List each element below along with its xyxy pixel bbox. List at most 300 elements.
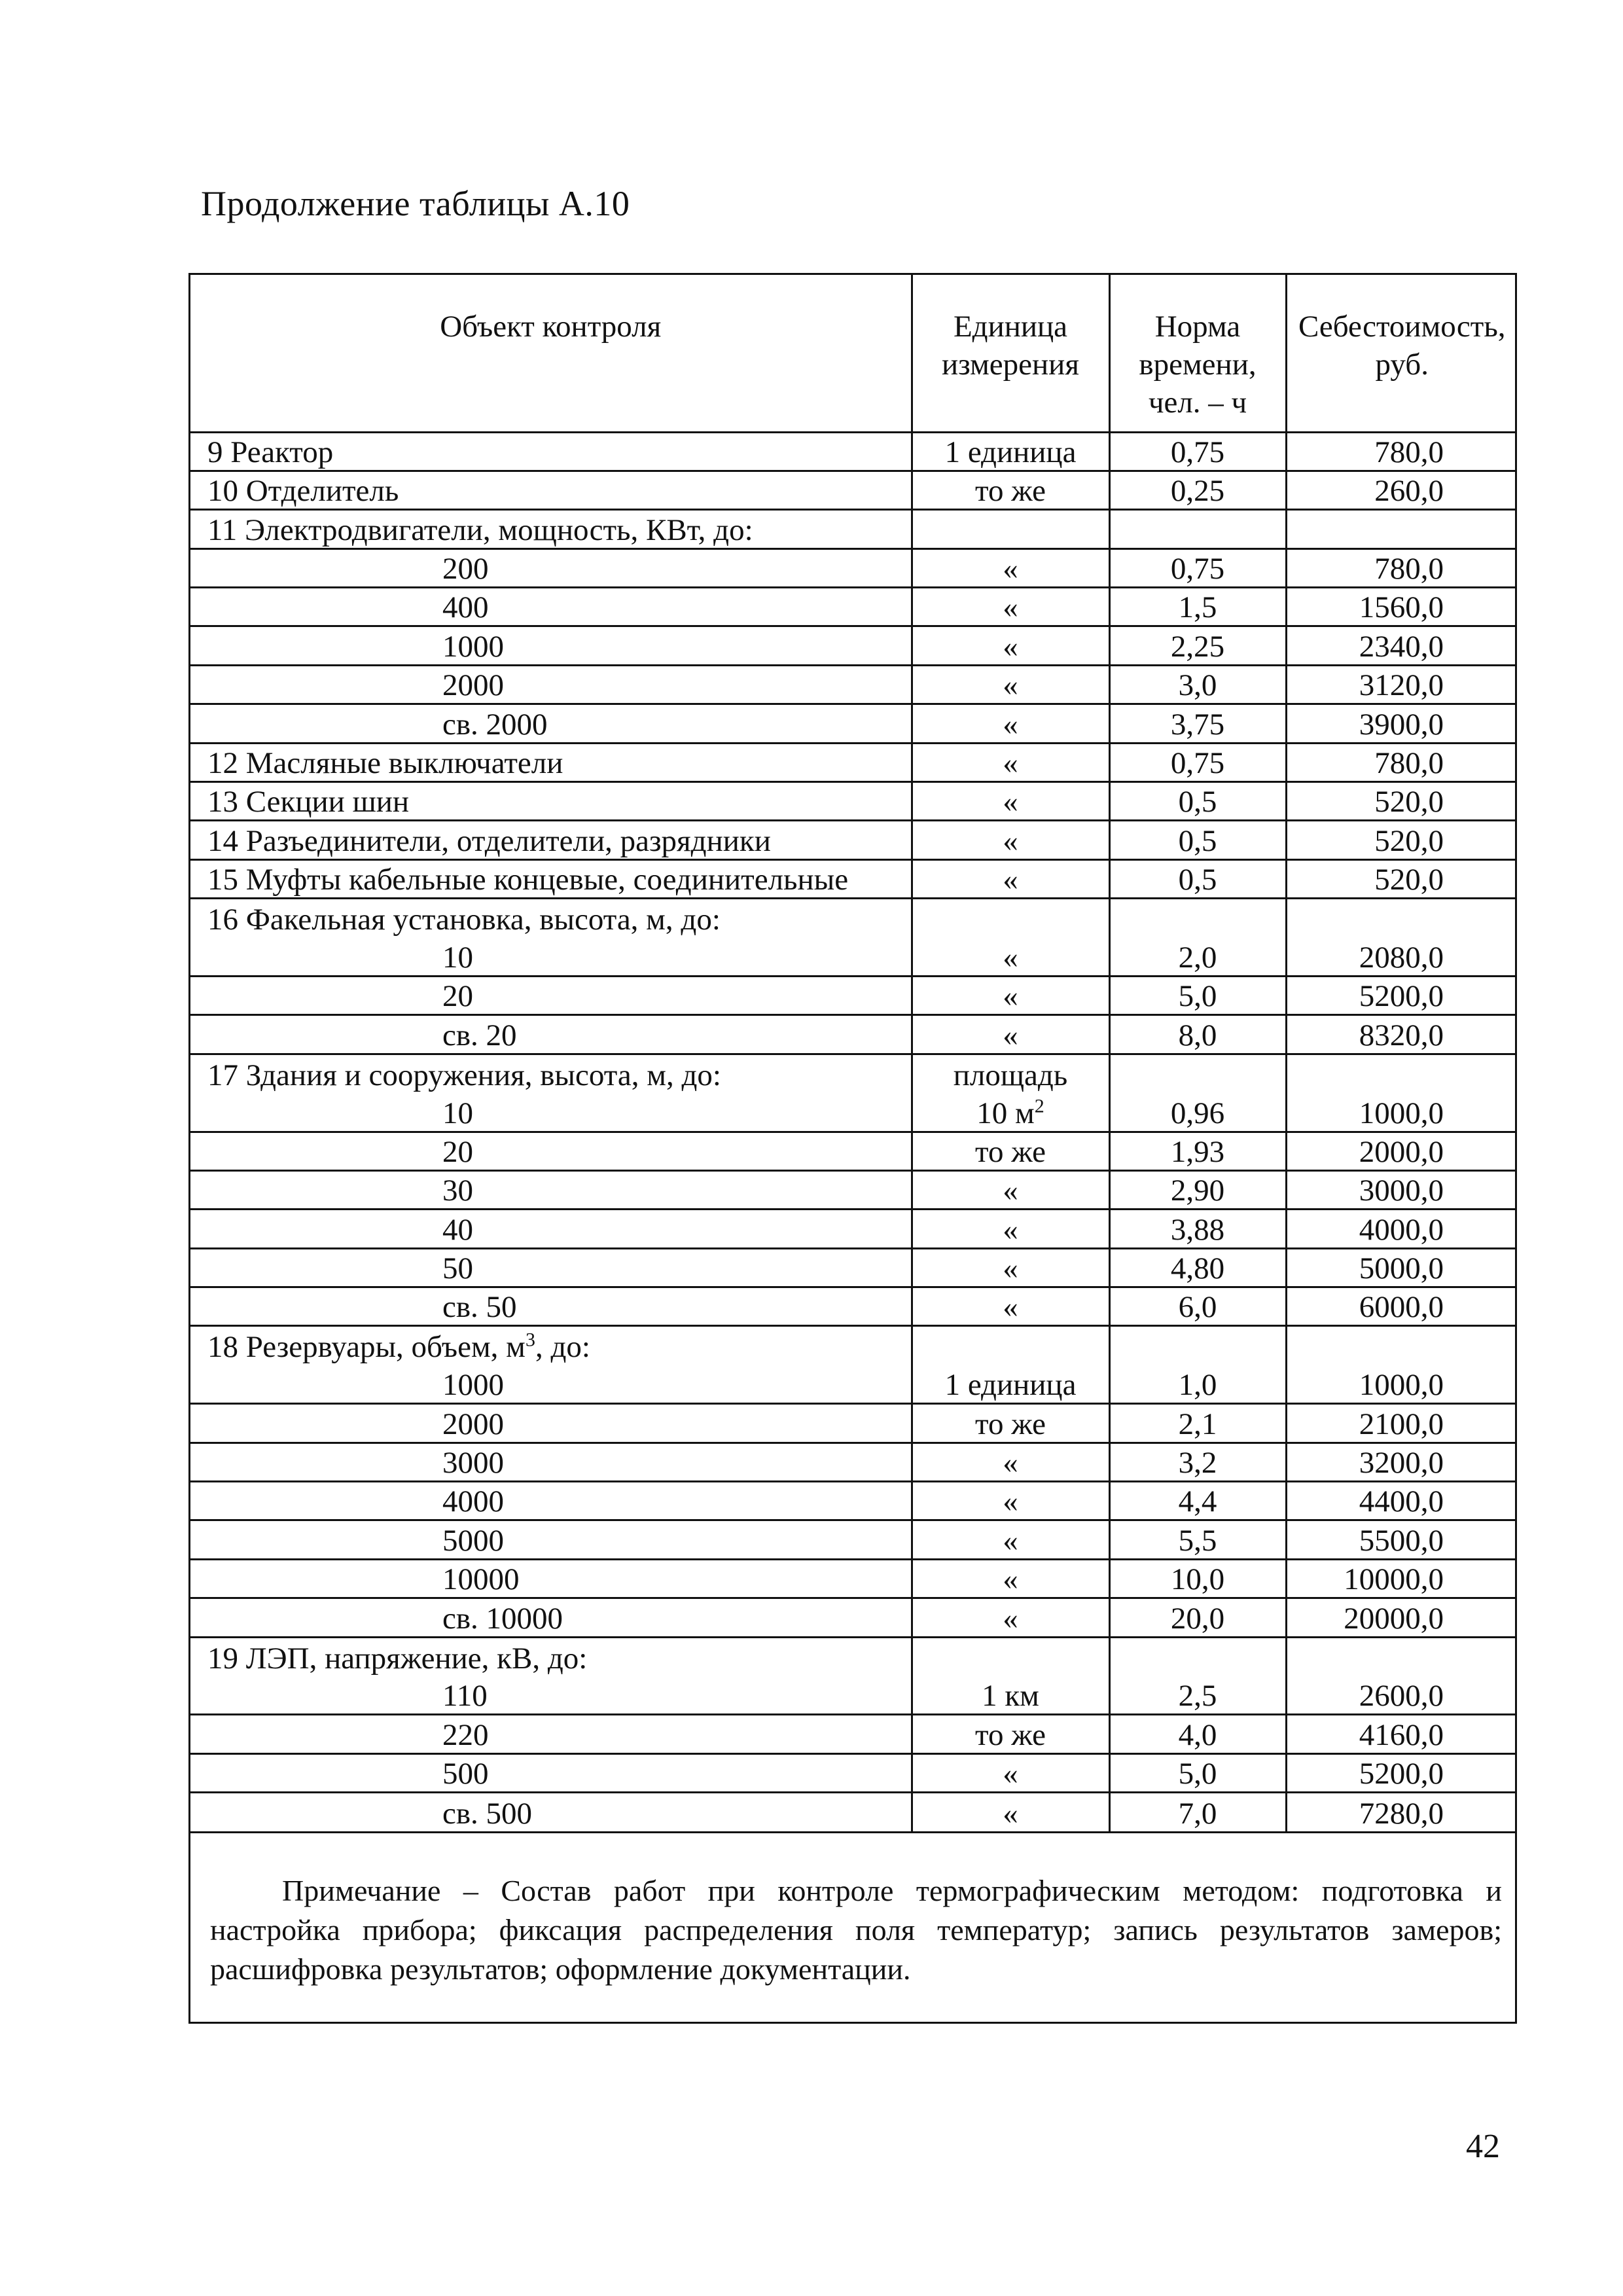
cell-object [190, 1753, 912, 1792]
cell-norm-text: 2,0 [1178, 940, 1217, 975]
table-row [190, 1559, 1517, 1598]
cell-cost [1286, 976, 1517, 1014]
cell-norm-text: 3,88 [1170, 1212, 1225, 1247]
cell-cost [1286, 588, 1517, 626]
cell-norm [1109, 1598, 1286, 1637]
header-unit-line1: Единица [953, 310, 1068, 344]
table-row [190, 588, 1517, 626]
table-row [190, 548, 1517, 587]
cell-cost [1286, 1443, 1517, 1481]
cell-cost-text: 4000,0 [1359, 1212, 1444, 1247]
cell-norm-text: 1,5 [1178, 590, 1217, 625]
cell-unit [912, 626, 1109, 665]
cell-norm [1109, 588, 1286, 626]
cell-object-text: 12 Масляные выключатели [207, 746, 563, 781]
cell-unit [912, 937, 1109, 976]
cell-norm-text: 3,0 [1178, 668, 1217, 703]
table-row [190, 1676, 1517, 1715]
cell-cost-text: 780,0 [1374, 746, 1444, 781]
cell-norm-text: 0,75 [1170, 552, 1225, 586]
cell-object [190, 1248, 912, 1287]
cell-norm [1109, 626, 1286, 665]
cell-object [190, 1170, 912, 1209]
cell-object [190, 1715, 912, 1753]
cell-unit-text: « [1003, 1174, 1018, 1208]
table-row [190, 432, 1517, 471]
cell-unit-text: 10 м [976, 1096, 1035, 1130]
cell-object-text: 17 Здания и сооружения, высота, м, до: [207, 1058, 721, 1092]
header-norm-line3: чел. – ч [1148, 386, 1247, 420]
table-row [190, 782, 1517, 821]
cell-unit [912, 1170, 1109, 1209]
cell-norm [1109, 899, 1286, 937]
cell-norm [1109, 1054, 1286, 1092]
cell-norm-text: 2,25 [1170, 629, 1225, 664]
cell-norm-text: 5,0 [1178, 1757, 1217, 1791]
cell-object-text: 3000 [442, 1446, 504, 1480]
cell-cost-text: 2000,0 [1359, 1134, 1444, 1169]
cell-object-text: 10 [442, 1096, 473, 1130]
cell-unit [912, 976, 1109, 1014]
cost-table [188, 273, 1517, 2024]
table-row [190, 1326, 1517, 1365]
cell-unit [912, 665, 1109, 704]
cell-norm-text: 4,80 [1170, 1251, 1225, 1286]
cell-norm [1109, 1326, 1286, 1365]
cell-cost [1286, 626, 1517, 665]
table-row [190, 1287, 1517, 1326]
cell-cost [1286, 1559, 1517, 1598]
cell-norm [1109, 1520, 1286, 1559]
cell-object-text: 13 Секции шин [207, 785, 410, 819]
table-row [190, 471, 1517, 509]
cell-unit-text: « [1003, 590, 1018, 625]
cell-cost [1286, 859, 1517, 898]
cell-unit [912, 782, 1109, 821]
cell-unit-text: « [1003, 1757, 1018, 1791]
cell-unit-text: « [1003, 746, 1018, 781]
table-row [190, 937, 1517, 976]
table-row [190, 1132, 1517, 1170]
cell-norm [1109, 1170, 1286, 1209]
cell-object [190, 899, 912, 937]
cell-cost-text: 260,0 [1374, 474, 1444, 509]
cell-unit [912, 899, 1109, 937]
cell-object-text: 2000 [442, 668, 504, 703]
table-row [190, 976, 1517, 1014]
table-row [190, 1054, 1517, 1092]
cell-unit-text: « [1003, 629, 1018, 664]
cell-object-text: св. 500 [442, 1797, 533, 1831]
cell-object [190, 1559, 912, 1598]
cell-cost-text: 520,0 [1374, 823, 1444, 858]
table-header-row [190, 275, 1517, 432]
cell-cost-text: 2100,0 [1359, 1407, 1444, 1441]
cell-cost-text: 5200,0 [1359, 979, 1444, 1014]
cell-unit-text: « [1003, 1484, 1018, 1519]
cell-norm [1109, 1132, 1286, 1170]
cell-unit [912, 548, 1109, 587]
cell-cost [1286, 665, 1517, 704]
cell-cost-text: 20000,0 [1344, 1601, 1444, 1636]
cell-norm-text: 20,0 [1170, 1601, 1225, 1636]
cell-object [190, 1443, 912, 1481]
cell-object-text: св. 10000 [442, 1601, 563, 1636]
cell-unit [912, 1365, 1109, 1403]
header-norm [1109, 275, 1286, 432]
cell-cost [1286, 1676, 1517, 1715]
cell-cost [1286, 937, 1517, 976]
cell-object [190, 859, 912, 898]
cell-unit-text: 1 км [982, 1679, 1039, 1713]
cell-unit-text: « [1003, 1290, 1018, 1325]
header-unit-line2: измерения [942, 348, 1079, 382]
cell-norm [1109, 1676, 1286, 1715]
cell-cost [1286, 782, 1517, 821]
cell-object-text: 19 ЛЭП, напряжение, кВ, до: [207, 1641, 588, 1676]
cell-object [190, 626, 912, 665]
cell-cost-text: 5500,0 [1359, 1523, 1444, 1558]
header-norm-line1: Норма [1154, 310, 1241, 344]
cell-object [190, 1093, 912, 1132]
cell-norm-text: 0,5 [1178, 863, 1217, 897]
cell-unit-text: то же [975, 1717, 1046, 1752]
cell-unit [912, 1753, 1109, 1792]
cell-cost-text: 4160,0 [1359, 1717, 1444, 1752]
cell-norm-text: 6,0 [1178, 1290, 1217, 1325]
cell-unit [912, 1443, 1109, 1481]
cell-object-text: 5000 [442, 1523, 504, 1558]
cell-object [190, 1054, 912, 1092]
cell-norm [1109, 1443, 1286, 1481]
cell-cost [1286, 899, 1517, 937]
cell-norm [1109, 821, 1286, 859]
cell-unit [912, 1132, 1109, 1170]
table-row [190, 704, 1517, 743]
cell-unit [912, 471, 1109, 509]
cell-object [190, 510, 912, 548]
cell-unit-text: то же [975, 474, 1046, 509]
table-row [190, 743, 1517, 781]
cell-cost-text: 5000,0 [1359, 1251, 1444, 1286]
cell-norm [1109, 1287, 1286, 1326]
cell-norm [1109, 471, 1286, 509]
cell-norm-text: 0,5 [1178, 785, 1217, 819]
cell-unit-text: « [1003, 940, 1018, 975]
cell-object-text: 16 Факельная установка, высота, м, до: [207, 903, 721, 937]
cell-unit-text: « [1003, 1251, 1018, 1286]
cell-object [190, 471, 912, 509]
cell-object-text: 110 [442, 1679, 488, 1713]
cell-object [190, 588, 912, 626]
cell-norm [1109, 937, 1286, 976]
table-row [190, 1637, 1517, 1676]
cell-norm [1109, 1404, 1286, 1443]
cell-object [190, 1676, 912, 1715]
table-row [190, 859, 1517, 898]
table-row [190, 1015, 1517, 1054]
cell-norm-text: 0,25 [1170, 474, 1225, 509]
cell-cost [1286, 1482, 1517, 1520]
cell-object-text: 14 Разъединители, отделители, разрядники [207, 823, 771, 858]
header-object [190, 275, 912, 432]
cell-unit [912, 1482, 1109, 1520]
table-body [190, 432, 1517, 1831]
cell-cost-text: 3120,0 [1359, 668, 1444, 703]
cell-cost-text: 780,0 [1374, 552, 1444, 586]
cell-object [190, 548, 912, 587]
table-row [190, 1482, 1517, 1520]
cell-unit-text: « [1003, 785, 1018, 819]
cell-unit-text: 1 единица [944, 435, 1077, 469]
cell-unit [912, 821, 1109, 859]
cell-cost-text: 8320,0 [1359, 1018, 1444, 1052]
cell-object [190, 743, 912, 781]
cell-object-text: 40 [442, 1212, 473, 1247]
cell-cost-text: 3200,0 [1359, 1446, 1444, 1480]
table-row [190, 1793, 1517, 1831]
cell-cost [1286, 1054, 1517, 1092]
cell-unit [912, 1326, 1109, 1365]
table-row [190, 626, 1517, 665]
table-row [190, 1715, 1517, 1753]
cell-cost [1286, 1210, 1517, 1248]
cell-unit-text: « [1003, 1212, 1018, 1247]
cell-unit-text: то же [975, 1407, 1046, 1441]
cell-unit [912, 1248, 1109, 1287]
cell-unit-text: « [1003, 1018, 1018, 1052]
cell-unit-text: « [1003, 552, 1018, 586]
cell-unit [912, 1559, 1109, 1598]
cell-object [190, 976, 912, 1014]
cell-cost [1286, 510, 1517, 548]
cell-object-text: 10000 [442, 1562, 520, 1597]
cell-norm [1109, 743, 1286, 781]
cell-object-text: 10 Отделитель [207, 474, 399, 509]
cell-object-text: 200 [442, 552, 489, 586]
cell-norm [1109, 1482, 1286, 1520]
cell-unit [912, 510, 1109, 548]
cell-unit [912, 1676, 1109, 1715]
cell-cost [1286, 1404, 1517, 1443]
cell-object-text: 220 [442, 1717, 489, 1752]
cell-cost [1286, 1715, 1517, 1753]
cell-unit [912, 1793, 1109, 1831]
cell-cost [1286, 1520, 1517, 1559]
cell-object-text: св. 2000 [442, 707, 548, 742]
cell-object [190, 704, 912, 743]
cell-norm [1109, 704, 1286, 743]
cell-object-text: 10 [442, 940, 473, 975]
cell-cost-text: 520,0 [1374, 785, 1444, 819]
cell-object-text: 500 [442, 1757, 489, 1791]
cell-cost-text: 1560,0 [1359, 590, 1444, 625]
cell-norm-text: 0,5 [1178, 823, 1217, 858]
table-row [190, 1520, 1517, 1559]
cell-norm [1109, 1637, 1286, 1676]
cell-norm [1109, 859, 1286, 898]
cell-object-text: 2000 [442, 1407, 504, 1441]
cell-object [190, 1520, 912, 1559]
cell-object [190, 1015, 912, 1054]
header-cost-line1: Себестоимость, [1298, 310, 1506, 344]
cell-cost [1286, 1753, 1517, 1792]
cell-unit [912, 1210, 1109, 1248]
cell-object-text: 20 [442, 979, 473, 1014]
cell-object-text: 20 [442, 1134, 473, 1169]
cell-unit [912, 743, 1109, 781]
cell-cost [1286, 1326, 1517, 1365]
cell-object [190, 1210, 912, 1248]
cell-unit-text: « [1003, 668, 1018, 703]
cell-norm [1109, 976, 1286, 1014]
cell-cost [1286, 1093, 1517, 1132]
cell-norm [1109, 665, 1286, 704]
cell-unit-text: « [1003, 1601, 1018, 1636]
cell-unit [912, 1287, 1109, 1326]
cell-unit-text: « [1003, 707, 1018, 742]
table-row [190, 1443, 1517, 1481]
cell-cost-text: 1000,0 [1359, 1096, 1444, 1130]
cell-cost-text: 7280,0 [1359, 1797, 1444, 1831]
cell-unit [912, 588, 1109, 626]
table-row [190, 1248, 1517, 1287]
cell-object [190, 937, 912, 976]
table-caption: Продолжение таблицы А.10 [201, 184, 630, 223]
table-row [190, 510, 1517, 548]
cell-object-text: 18 Резервуары, объем, м [207, 1330, 526, 1365]
cell-norm-text: 3,75 [1170, 707, 1225, 742]
cell-norm-text: 3,2 [1178, 1446, 1217, 1480]
cell-object [190, 821, 912, 859]
cell-cost-text: 3900,0 [1359, 707, 1444, 742]
cell-object-text: 11 Электродвигатели, мощность, КВт, до: [207, 512, 753, 547]
cell-unit-text: то же [975, 1134, 1046, 1169]
cell-unit [912, 1093, 1109, 1132]
cell-cost-text: 2080,0 [1359, 940, 1444, 975]
cell-object [190, 1637, 912, 1676]
cell-norm [1109, 1093, 1286, 1132]
cell-norm-text: 2,1 [1178, 1407, 1217, 1441]
cell-object [190, 1365, 912, 1403]
cell-cost-text: 2340,0 [1359, 629, 1444, 664]
cell-norm-text: 5,0 [1178, 979, 1217, 1014]
cell-unit-text: « [1003, 1446, 1018, 1480]
cell-norm-text: 0,96 [1170, 1096, 1225, 1130]
cell-cost [1286, 1015, 1517, 1054]
cell-norm-text: 2,5 [1178, 1679, 1217, 1713]
cell-unit-superscript: 2 [1034, 1094, 1044, 1117]
table-row [190, 821, 1517, 859]
cell-unit-text: « [1003, 1562, 1018, 1597]
cell-unit-text: « [1003, 979, 1018, 1014]
header-norm-line2: времени, [1139, 348, 1257, 382]
table-row [190, 665, 1517, 704]
table-note: Примечание – Состав работ при контроле термографическим методом: подготовка и настройка прибора; фиксация распределения поля температур; запись результатов замеров; расшифровка результатов; оформление документации. [190, 1831, 1515, 2022]
cell-object-text: 1000 [442, 1368, 504, 1403]
cell-unit [912, 859, 1109, 898]
cell-unit [912, 704, 1109, 743]
cell-norm [1109, 1559, 1286, 1598]
cell-unit-text: « [1003, 863, 1018, 897]
cell-object [190, 1404, 912, 1443]
cell-cost [1286, 704, 1517, 743]
cell-object-tail: , до: [535, 1330, 590, 1365]
cell-norm-text: 5,5 [1178, 1523, 1217, 1558]
cell-cost-text: 10000,0 [1344, 1562, 1444, 1597]
cell-unit [912, 432, 1109, 471]
cell-norm [1109, 782, 1286, 821]
cell-object-text: 9 Реактор [207, 435, 334, 469]
cell-norm [1109, 510, 1286, 548]
cell-cost-text: 5200,0 [1359, 1757, 1444, 1791]
cell-norm-text: 0,75 [1170, 435, 1225, 469]
cell-cost-text: 4400,0 [1359, 1484, 1444, 1519]
cell-cost [1286, 1170, 1517, 1209]
cell-unit [912, 1637, 1109, 1676]
cell-norm [1109, 1015, 1286, 1054]
table-row [190, 1093, 1517, 1132]
cell-cost [1286, 1637, 1517, 1676]
table-row [190, 899, 1517, 937]
cell-object [190, 1132, 912, 1170]
cell-object-text: 1000 [442, 629, 504, 664]
table-row [190, 1404, 1517, 1443]
cell-unit-text: « [1003, 823, 1018, 858]
cell-object [190, 1326, 912, 1365]
cell-unit-text: « [1003, 1797, 1018, 1831]
header-object-label: Объект контроля [440, 310, 662, 344]
cell-unit-text: « [1003, 1523, 1018, 1558]
page-number: 42 [1466, 2128, 1500, 2165]
table-row [190, 1753, 1517, 1792]
cell-object-text: 50 [442, 1251, 473, 1286]
cell-norm [1109, 1793, 1286, 1831]
cell-object [190, 432, 912, 471]
cell-object [190, 1793, 912, 1831]
cell-norm-text: 4,4 [1178, 1484, 1217, 1519]
cell-norm [1109, 548, 1286, 587]
cell-norm [1109, 432, 1286, 471]
cell-norm [1109, 1248, 1286, 1287]
cell-unit [912, 1054, 1109, 1092]
cell-cost [1286, 432, 1517, 471]
table-row [190, 1365, 1517, 1403]
cell-norm-text: 0,75 [1170, 746, 1225, 781]
cell-unit-text: площадь [953, 1058, 1068, 1092]
cell-norm-text: 8,0 [1178, 1018, 1217, 1052]
cell-cost [1286, 1287, 1517, 1326]
cell-norm-text: 7,0 [1178, 1797, 1217, 1831]
cell-object [190, 1482, 912, 1520]
cell-norm [1109, 1753, 1286, 1792]
cell-cost [1286, 548, 1517, 587]
cell-norm [1109, 1210, 1286, 1248]
cell-object [190, 1287, 912, 1326]
table-row [190, 1598, 1517, 1637]
cell-unit [912, 1598, 1109, 1637]
cell-norm-text: 1,93 [1170, 1134, 1225, 1169]
cell-unit [912, 1715, 1109, 1753]
cell-cost [1286, 1248, 1517, 1287]
cell-object-text: св. 20 [442, 1018, 517, 1052]
header-cost [1286, 275, 1517, 432]
cell-norm-text: 4,0 [1178, 1717, 1217, 1752]
cell-norm-text: 1,0 [1178, 1368, 1217, 1403]
cell-unit [912, 1015, 1109, 1054]
cell-norm [1109, 1715, 1286, 1753]
cell-object-text: 15 Муфты кабельные концевые, соединительные [207, 863, 849, 897]
